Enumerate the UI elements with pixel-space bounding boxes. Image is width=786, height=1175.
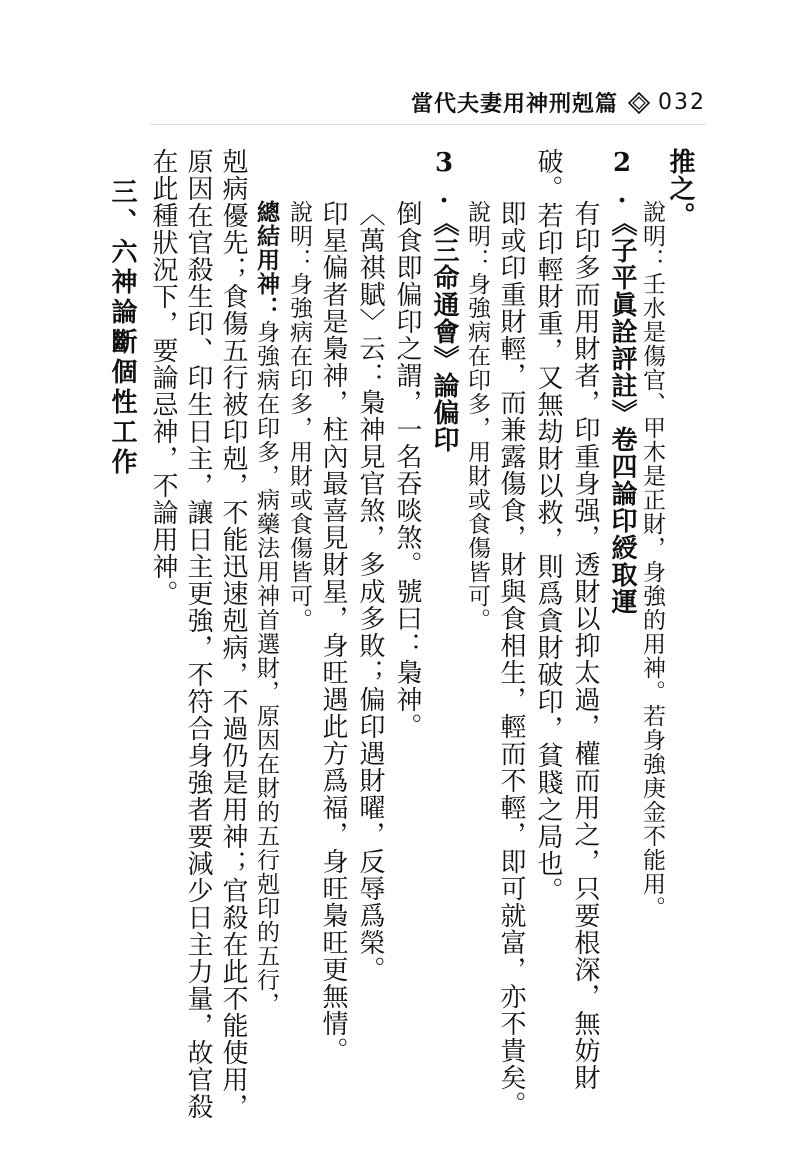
text-column-14: 剋病優先；食傷五行被印剋，不能迅速剋病，不過仍是用神；官殺在此不能使用，	[218, 148, 248, 1120]
running-header	[411, 82, 706, 122]
text-column-4: 有印多而用財者，印重身强，透財以抑太過，權而用之，只要根深，無妨財	[570, 200, 600, 1091]
text-column-15: 原因在官殺生印、印生日主，讓日主更強，不符合身強者要減少日主力量，故官殺	[183, 148, 213, 1120]
page-number: 032	[658, 89, 706, 115]
text-column-12: 說明：身強病在印多，用財或食傷皆可。	[286, 200, 312, 632]
diamond-ornament-icon	[628, 92, 648, 112]
text-column-13	[252, 200, 280, 1016]
text-column-2: 說明：壬水是傷官、甲木是正財，身強的用神。若身強庚金不能用。	[639, 200, 665, 920]
summary-label: 總結用神：	[253, 200, 280, 320]
text-column-11: 印星偏者是梟神，柱內最喜見財星，身旺遇此方爲福，身旺梟旺更無情。	[318, 200, 348, 1064]
text-column-10: 〈萬祺賦〉云：梟神見官煞，多成多敗；偏印遇財曜，反辱爲榮。	[355, 200, 385, 983]
text-column-7: 說明：身強病在印多，用財或食傷皆可。	[464, 200, 490, 632]
section-heading: 三、六神論斷個性工作	[107, 178, 137, 478]
text-column-5: 破。若印輕財重，又無劫財以救，則爲貪財破印，貧賤之局也。	[533, 148, 563, 904]
book-title: 當代夫妻用神刑剋篇	[410, 91, 618, 117]
text-column-3: 2.《子平眞詮評註》卷四論印綬取運	[607, 148, 637, 615]
text-column-1: 推之。	[665, 148, 695, 229]
summary-text: 身強病在印多，病藥法用神首選財，原因在財的五行剋印的五行，	[253, 320, 279, 1016]
text-column-6: 即或印重財輕，而兼露傷食，財與食相生，輕而不輕，即可就富，亦不貴矣。	[496, 200, 526, 1118]
header-divider	[150, 124, 706, 125]
text-column-8: 3.《三命通會》論偏印	[429, 148, 459, 453]
text-column-16: 在此種狀況下，要論忌神，不論用神。	[148, 148, 178, 607]
text-column-9: 倒食即偏印之謂，一名吞啖煞。號曰：梟神。	[392, 200, 422, 740]
